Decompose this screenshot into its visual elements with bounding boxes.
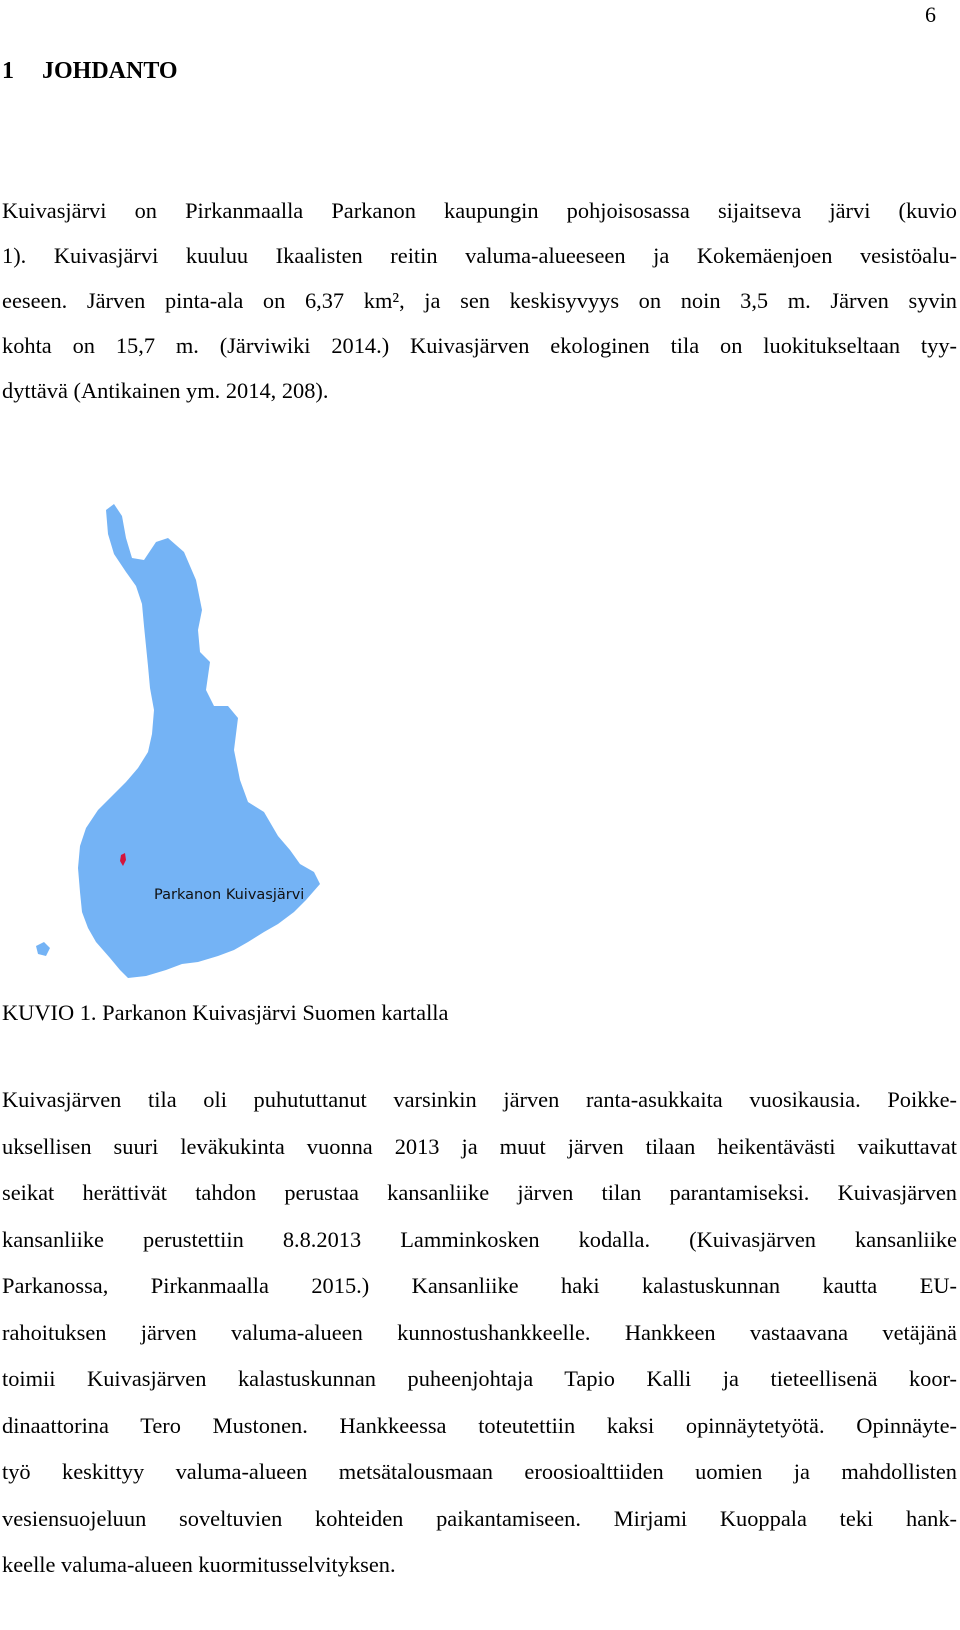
finland-map (28, 480, 348, 1000)
paragraph-line: dyttävä (Antikainen ym. 2014, 208). (2, 378, 329, 403)
paragraph-line: keelle valuma-alueen kuormitusselvityksen. (2, 1552, 396, 1577)
figure-caption: KUVIO 1. Parkanon Kuivasjärvi Suomen kartalla (2, 1000, 449, 1025)
finland-land-shape (78, 504, 320, 978)
map-label: Parkanon Kuivasjärvi (154, 887, 305, 903)
paragraph-line: eeseen. Järven pinta-ala on 6,37 km², ja sen keskisyvyys on noin 3,5 m. Järven syvin (2, 288, 957, 313)
paragraph-line: seikat herättivät tahdon perustaa kansanliike järven tilan parantamiseksi. Kuivasjärven (2, 1180, 957, 1205)
paragraph-line: toimii Kuivasjärven kalastuskunnan puheenjohtaja Tapio Kalli ja tieteellisenä koor- (2, 1366, 957, 1391)
body-paragraph (2, 1077, 957, 1589)
page-number: 6 (925, 2, 936, 27)
intro-paragraph (2, 188, 957, 413)
paragraph-line: kohta on 15,7 m. (Järviwiki 2014.) Kuivasjärven ekologinen tila on luokitukseltaan tyy- (2, 333, 957, 358)
paragraph-line: Kuivasjärvi on Pirkanmaalla Parkanon kaupungin pohjoisosassa sijaitseva järvi (kuvio (2, 198, 957, 223)
chapter-number: 1 (2, 58, 14, 84)
paragraph-line: rahoituksen järven valuma-alueen kunnostushankkeelle. Hankkeen vastaavana vetäjänä (2, 1319, 957, 1345)
paragraph-line: kansanliike perustettiin 8.8.2013 Lamminkosken kodalla. (Kuivasjärven kansanliike (2, 1226, 957, 1252)
chapter-title: JOHDANTO (42, 58, 178, 84)
paragraph-line: työ keskittyy valuma-alueen metsätalousmaan eroosioalttiiden uomien ja mahdollisten (2, 1459, 957, 1484)
chapter-heading (2, 58, 178, 85)
aland-islands-shape (36, 942, 50, 956)
paragraph-line: Parkanossa, Pirkanmaalla 2015.) Kansanliike haki kalastuskunnan kautta EU- (2, 1273, 957, 1298)
paragraph-line: dinaattorina Tero Mustonen. Hankkeessa toteutettiin kaksi opinnäytetyötä. Opinnäyte- (2, 1412, 957, 1438)
paragraph-line: 1). Kuivasjärvi kuuluu Ikaalisten reitin valuma-alueeseen ja Kokemäenjoen vesistöalu- (2, 243, 957, 268)
paragraph-line: uksellisen suuri leväkukinta vuonna 2013 ja muut järven tilaan heikentävästi vaikuttavat (2, 1133, 957, 1159)
paragraph-line: vesiensuojeluun soveltuvien kohteiden paikantamiseen. Mirjami Kuoppala teki hank- (2, 1505, 957, 1531)
paragraph-line: Kuivasjärven tila oli puhututtanut varsinkin järven ranta-asukkaita vuosikausia. Poikke- (2, 1087, 957, 1112)
